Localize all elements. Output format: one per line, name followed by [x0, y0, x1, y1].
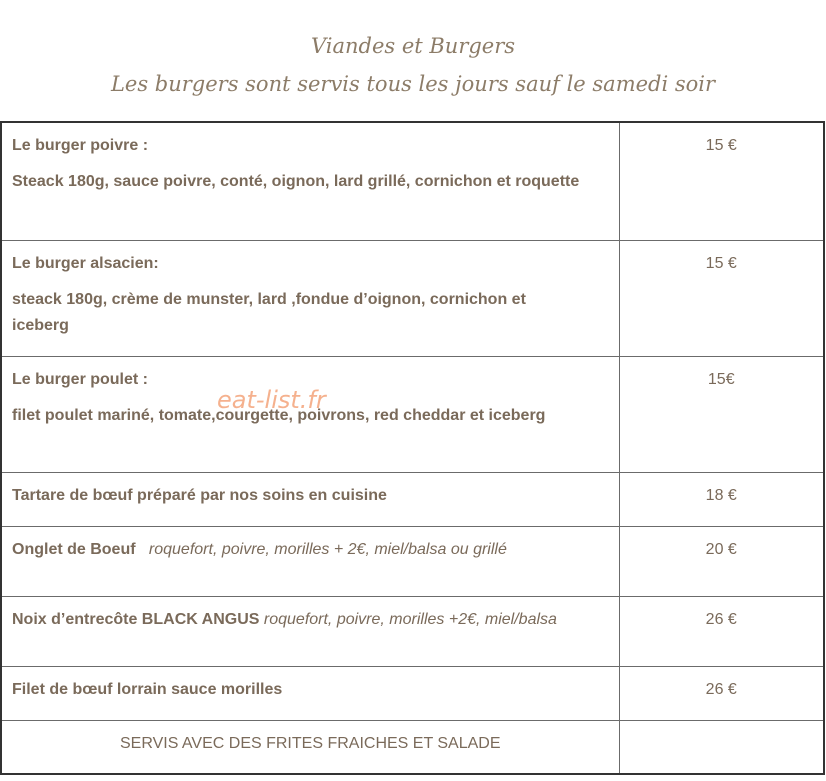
item-price: 15€ — [619, 356, 824, 472]
table-row — [1, 122, 824, 240]
item-cell — [1, 356, 619, 472]
item-cell — [1, 472, 619, 526]
item-options: roquefort, poivre, morilles +2€, miel/balsa — [263, 610, 557, 628]
table-row — [1, 666, 824, 720]
empty-cell — [619, 720, 824, 774]
item-name: Filet de bœuf lorrain sauce morilles — [12, 680, 283, 698]
item-price: 18 € — [619, 472, 824, 526]
item-name: Le burger poulet : — [12, 370, 148, 388]
table-row — [1, 596, 824, 666]
item-description: steack 180g, crème de munster, lard ,fondue d’oignon, cornichon et iceberg — [12, 290, 526, 334]
item-description: Steack 180g, sauce poivre, conté, oignon, lard grillé, cornichon et roquette — [12, 173, 580, 190]
item-name: Onglet de Boeuf — [12, 540, 136, 558]
watermark: eat-list.fr — [217, 386, 326, 414]
item-price: 20 € — [619, 526, 824, 596]
table-row — [1, 472, 824, 526]
item-cell — [1, 596, 619, 666]
item-name: Noix d’entrecôte BLACK ANGUS — [12, 610, 260, 628]
item-cell — [1, 526, 619, 596]
footer-note: SERVIS AVEC DES FRITES FRAICHES ET SALADE — [1, 720, 619, 774]
item-description: filet poulet mariné, tomate,courgette, poivrons, red cheddar et iceberg — [12, 406, 546, 424]
item-options: roquefort, poivre, morilles + 2€, miel/balsa ou grillé — [148, 540, 507, 558]
item-name: Le burger poivre : — [12, 137, 149, 154]
item-price: 15 € — [619, 122, 824, 240]
section-title: Viandes et Burgers — [310, 34, 516, 58]
item-name: Tartare de bœuf préparé par nos soins en cuisine — [12, 486, 387, 504]
item-cell — [1, 240, 619, 356]
menu-table — [0, 121, 825, 775]
table-row — [1, 356, 824, 472]
item-price: 15 € — [619, 240, 824, 356]
item-name: Le burger alsacien: — [12, 254, 159, 272]
item-price: 26 € — [619, 666, 824, 720]
table-row — [1, 240, 824, 356]
item-cell — [1, 122, 619, 240]
table-row — [1, 720, 824, 774]
item-cell — [1, 666, 619, 720]
item-price: 26 € — [619, 596, 824, 666]
table-row — [1, 526, 824, 596]
section-subtitle: Les burgers sont servis tous les jours sauf le samedi soir — [110, 72, 716, 96]
